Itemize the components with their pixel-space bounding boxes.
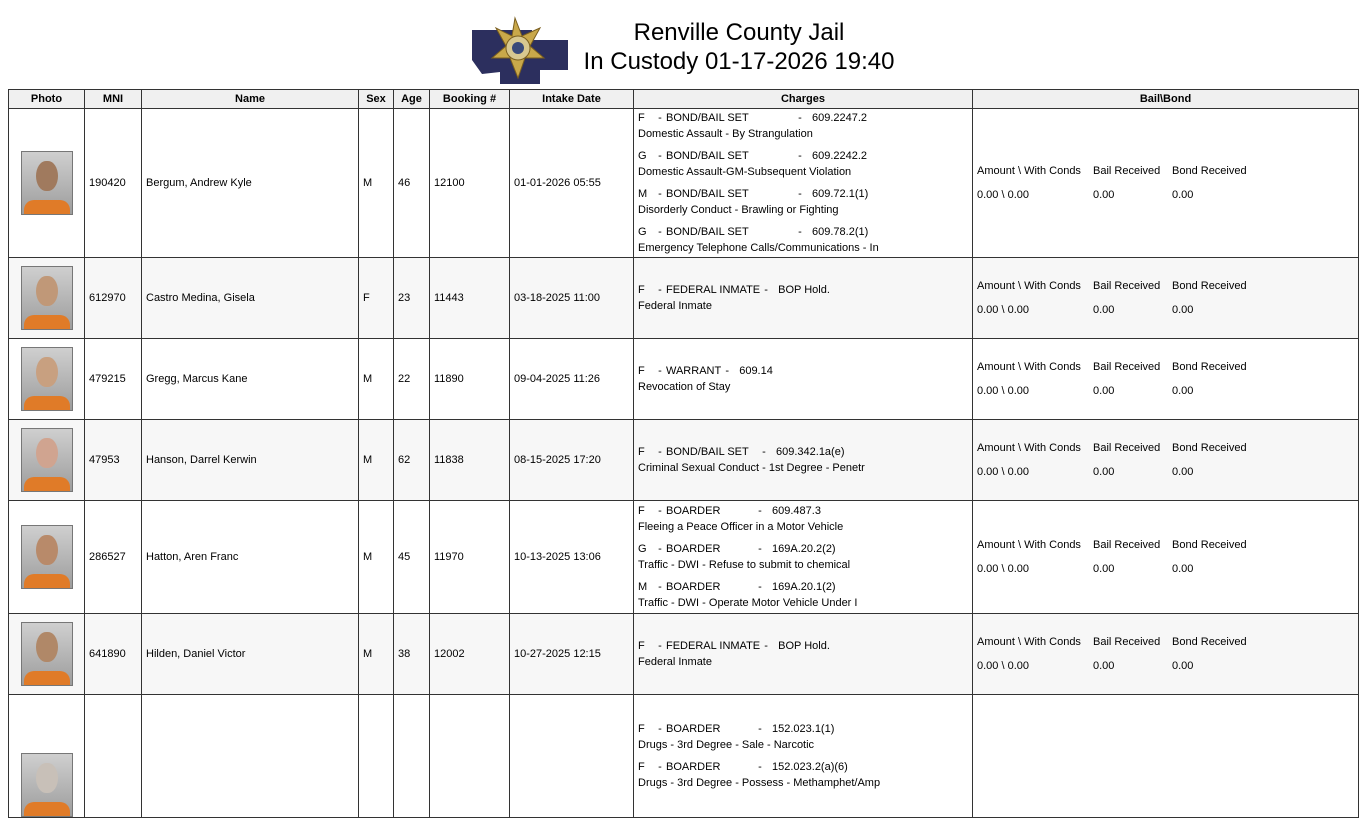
intake-date-cell: 03-18-2025 11:00 [510,258,634,339]
mni-cell: 190420 [85,109,142,258]
booking-cell: 11970 [430,501,510,614]
charges-cell [634,339,973,420]
age-cell: 23 [394,258,430,339]
charge-description: Drugs - 3rd Degree - Sale - Narcotic [638,739,815,751]
bail-received-label: Bail Received [1093,280,1161,292]
sex-cell [359,695,394,818]
amount-label: Amount \ With Conds [977,280,1081,292]
col-charges[interactable]: Charges [634,90,973,109]
bail-bond-cell [973,258,1359,339]
charges-cell [634,695,973,818]
bail-bond-cell [973,695,1359,818]
jail-name: Renville County Jail [633,19,845,46]
mugshot-photo[interactable] [21,151,73,215]
photo-cell [9,258,85,339]
charge-type: BOARDER [666,581,721,593]
bond-received-label: Bond Received [1172,636,1247,648]
charge-type: FEDERAL INMATE [666,640,761,652]
bail-bond-cell [973,614,1359,695]
bond-received-label: Bond Received [1172,539,1247,551]
bond-received-label: Bond Received [1172,442,1247,454]
charge-description: Traffic - DWI - Operate Motor Vehicle Under I [638,597,858,609]
charge-description: Emergency Telephone Calls/Communications - In [638,242,879,254]
bond-received-value: 0.00 [1172,466,1194,478]
charge-type: WARRANT [666,365,722,377]
col-age[interactable]: Age [394,90,430,109]
charge-level: M [638,188,648,200]
charge-level: F [638,284,645,296]
col-booking[interactable]: Booking # [430,90,510,109]
charge-statute: 609.2247.2 [812,112,868,124]
table-row[interactable] [9,420,1359,501]
mugshot-photo[interactable] [21,347,73,411]
amount-label: Amount \ With Conds [977,165,1081,177]
amount-value: 0.00 \ 0.00 [977,660,1029,672]
name-cell [142,695,359,818]
charge-description: Domestic Assault - By Strangulation [638,128,813,140]
charges-cell [634,258,973,339]
bail-received-value: 0.00 [1093,385,1115,397]
table-row[interactable] [9,109,1359,258]
intake-date-cell: 08-15-2025 17:20 [510,420,634,501]
bond-received-value: 0.00 [1172,385,1194,397]
bail-received-label: Bail Received [1093,361,1161,373]
bail-received-value: 0.00 [1093,189,1115,201]
charge-statute: 609.14 [739,365,773,377]
bail-received-value: 0.00 [1093,563,1115,575]
mugshot-photo[interactable] [21,428,73,492]
amount-value: 0.00 \ 0.00 [977,189,1029,201]
photo-cell [9,501,85,614]
photo-cell [9,420,85,501]
amount-label: Amount \ With Conds [977,442,1081,454]
charge-type: BOARDER [666,505,721,517]
charge-level: G [638,150,647,162]
charge-level: G [638,543,647,555]
bond-received-value: 0.00 [1172,304,1194,316]
charge-entry: F - BOARDER - 609.487.3 Fleeing a Peace Officer in a Motor Vehicle [638,503,968,535]
photo-cell [9,109,85,258]
sex-cell: M [359,420,394,501]
mni-cell: 612970 [85,258,142,339]
charge-description: Disorderly Conduct - Brawling or Fighting [638,204,839,216]
charge-statute: BOP Hold. [778,284,830,296]
mni-cell: 641890 [85,614,142,695]
mni-cell: 47953 [85,420,142,501]
charge-type: BOND/BAIL SET [666,188,749,200]
charges-cell [634,420,973,501]
amount-value: 0.00 \ 0.00 [977,466,1029,478]
bond-received-value: 0.00 [1172,189,1194,201]
booking-cell [430,695,510,818]
charge-description: Federal Inmate [638,300,712,312]
charge-description: Criminal Sexual Conduct - 1st Degree - Penetr [638,462,865,474]
bond-received-value: 0.00 [1172,660,1194,672]
age-cell: 22 [394,339,430,420]
charge-type: BOND/BAIL SET [666,150,749,162]
amount-label: Amount \ With Conds [977,361,1081,373]
table-header-row [9,90,1359,109]
charge-statute: 152.023.1(1) [772,723,835,735]
charge-statute: 609.2242.2 [812,150,868,162]
col-photo[interactable]: Photo [9,90,85,109]
col-sex[interactable]: Sex [359,90,394,109]
charge-description: Traffic - DWI - Refuse to submit to chemical [638,559,851,571]
page-header [0,0,1366,90]
table-row[interactable] [9,501,1359,614]
charge-entry: M - BOARDER - 169A.20.1(2) Traffic - DWI - Operate Motor Vehicle Under I [638,579,968,611]
bail-received-label: Bail Received [1093,539,1161,551]
charges-cell [634,109,973,258]
photo-cell [9,339,85,420]
bail-bond-cell [973,501,1359,614]
mni-cell: 286527 [85,501,142,614]
bond-received-label: Bond Received [1172,280,1247,292]
charge-statute: 169A.20.2(2) [772,543,836,555]
mugshot-photo[interactable] [21,525,73,589]
charge-entry: F - BOND/BAIL SET - 609.342.1a(e) Criminal Sexual Conduct - 1st Degree - Penetr [638,444,968,476]
intake-date-cell: 09-04-2025 11:26 [510,339,634,420]
charge-entry: M - BOND/BAIL SET - 609.72.1(1) Disorderly Conduct - Brawling or Fighting [638,186,968,218]
charge-level: F [638,723,645,735]
charge-statute: 169A.20.1(2) [772,581,836,593]
charge-entry: G - BOND/BAIL SET - 609.2242.2 Domestic Assault-GM-Subsequent Violation [638,148,968,180]
sex-cell: F [359,258,394,339]
sheriff-star-logo-icon [470,16,570,86]
mni-cell: 479215 [85,339,142,420]
sex-cell: M [359,501,394,614]
intake-date-cell [510,695,634,818]
charge-level: F [638,112,645,124]
intake-date-cell: 01-01-2026 05:55 [510,109,634,258]
charge-type: FEDERAL INMATE [666,284,761,296]
bond-received-label: Bond Received [1172,165,1247,177]
name-cell: Hilden, Daniel Victor [142,614,359,695]
table-row[interactable] [9,614,1359,695]
charge-entry: F - BOARDER - 152.023.1(1) Drugs - 3rd Degree - Sale - Narcotic [638,721,968,753]
charge-description: Revocation of Stay [638,381,731,393]
col-intake-date[interactable]: Intake Date [510,90,634,109]
inmate-table [8,89,1359,818]
charge-statute: BOP Hold. [778,640,830,652]
bail-received-value: 0.00 [1093,660,1115,672]
mugshot-photo[interactable] [21,753,73,817]
mugshot-photo[interactable] [21,266,73,330]
page-title [574,18,904,76]
name-cell: Gregg, Marcus Kane [142,339,359,420]
bail-received-value: 0.00 [1093,304,1115,316]
charge-level: F [638,761,645,773]
charges-cell [634,501,973,614]
charge-type: BOARDER [666,761,721,773]
name-cell: Hatton, Aren Franc [142,501,359,614]
col-bail-bond[interactable]: Bail\Bond [973,90,1359,109]
photo-cell [9,614,85,695]
charge-type: BOND/BAIL SET [666,446,749,458]
intake-date-cell: 10-13-2025 13:06 [510,501,634,614]
age-cell: 45 [394,501,430,614]
charge-level: F [638,446,645,458]
amount-value: 0.00 \ 0.00 [977,563,1029,575]
table-row[interactable] [9,339,1359,420]
table-row[interactable] [9,258,1359,339]
name-cell: Hanson, Darrel Kerwin [142,420,359,501]
sex-cell: M [359,614,394,695]
charge-description: Federal Inmate [638,656,712,668]
bail-bond-cell [973,420,1359,501]
bail-received-label: Bail Received [1093,165,1161,177]
booking-cell: 12100 [430,109,510,258]
charge-statute: 609.342.1a(e) [776,446,845,458]
name-cell: Castro Medina, Gisela [142,258,359,339]
charge-type: BOND/BAIL SET [666,112,749,124]
bail-received-value: 0.00 [1093,466,1115,478]
bail-received-label: Bail Received [1093,636,1161,648]
charge-level: F [638,505,645,517]
charge-type: BOARDER [666,723,721,735]
bail-received-label: Bail Received [1093,442,1161,454]
charge-level: F [638,365,645,377]
booking-cell: 11838 [430,420,510,501]
age-cell: 46 [394,109,430,258]
sex-cell: M [359,109,394,258]
booking-cell: 11443 [430,258,510,339]
mugshot-photo[interactable] [21,622,73,686]
photo-cell [9,695,85,818]
charge-description: Drugs - 3rd Degree - Possess - Methamphet/Amp [638,777,881,789]
charge-entry: F - BOARDER - 152.023.2(a)(6) Drugs - 3rd Degree - Possess - Methamphet/Amp [638,759,968,791]
intake-date-cell: 10-27-2025 12:15 [510,614,634,695]
amount-label: Amount \ With Conds [977,636,1081,648]
charge-entry: F - FEDERAL INMATE - BOP Hold. Federal Inmate [638,282,968,314]
mni-cell [85,695,142,818]
bail-bond-cell [973,339,1359,420]
amount-label: Amount \ With Conds [977,539,1081,551]
charge-statute: 609.487.3 [772,505,821,517]
charge-entry: G - BOARDER - 169A.20.2(2) Traffic - DWI - Refuse to submit to chemical [638,541,968,573]
age-cell [394,695,430,818]
bond-received-value: 0.00 [1172,563,1194,575]
charge-entry: F - FEDERAL INMATE - BOP Hold. Federal Inmate [638,638,968,670]
charge-description: Fleeing a Peace Officer in a Motor Vehicle [638,521,844,533]
custody-timestamp: In Custody 01-17-2026 19:40 [583,48,895,75]
booking-cell: 12002 [430,614,510,695]
charge-level: M [638,581,648,593]
sex-cell: M [359,339,394,420]
charge-statute: 609.78.2(1) [812,226,869,238]
age-cell: 38 [394,614,430,695]
charges-cell [634,614,973,695]
amount-value: 0.00 \ 0.00 [977,304,1029,316]
age-cell: 62 [394,420,430,501]
amount-value: 0.00 \ 0.00 [977,385,1029,397]
bond-received-label: Bond Received [1172,361,1247,373]
charge-description: Domestic Assault-GM-Subsequent Violation [638,166,852,178]
charge-entry: G - BOND/BAIL SET - 609.78.2(1) Emergency Telephone Calls/Communications - In [638,224,968,256]
charge-type: BOND/BAIL SET [666,226,749,238]
charge-entry: F - BOND/BAIL SET - 609.2247.2 Domestic Assault - By Strangulation [638,110,968,142]
charge-statute: 152.023.2(a)(6) [772,761,848,773]
charge-level: F [638,640,645,652]
booking-cell: 11890 [430,339,510,420]
charge-type: BOARDER [666,543,721,555]
col-name[interactable]: Name [142,90,359,109]
table-row[interactable] [9,695,1359,818]
col-mni[interactable]: MNI [85,90,142,109]
charge-level: G [638,226,647,238]
charge-entry: F - WARRANT - 609.14 Revocation of Stay [638,363,968,395]
name-cell: Bergum, Andrew Kyle [142,109,359,258]
bail-bond-cell [973,109,1359,258]
charge-statute: 609.72.1(1) [812,188,869,200]
